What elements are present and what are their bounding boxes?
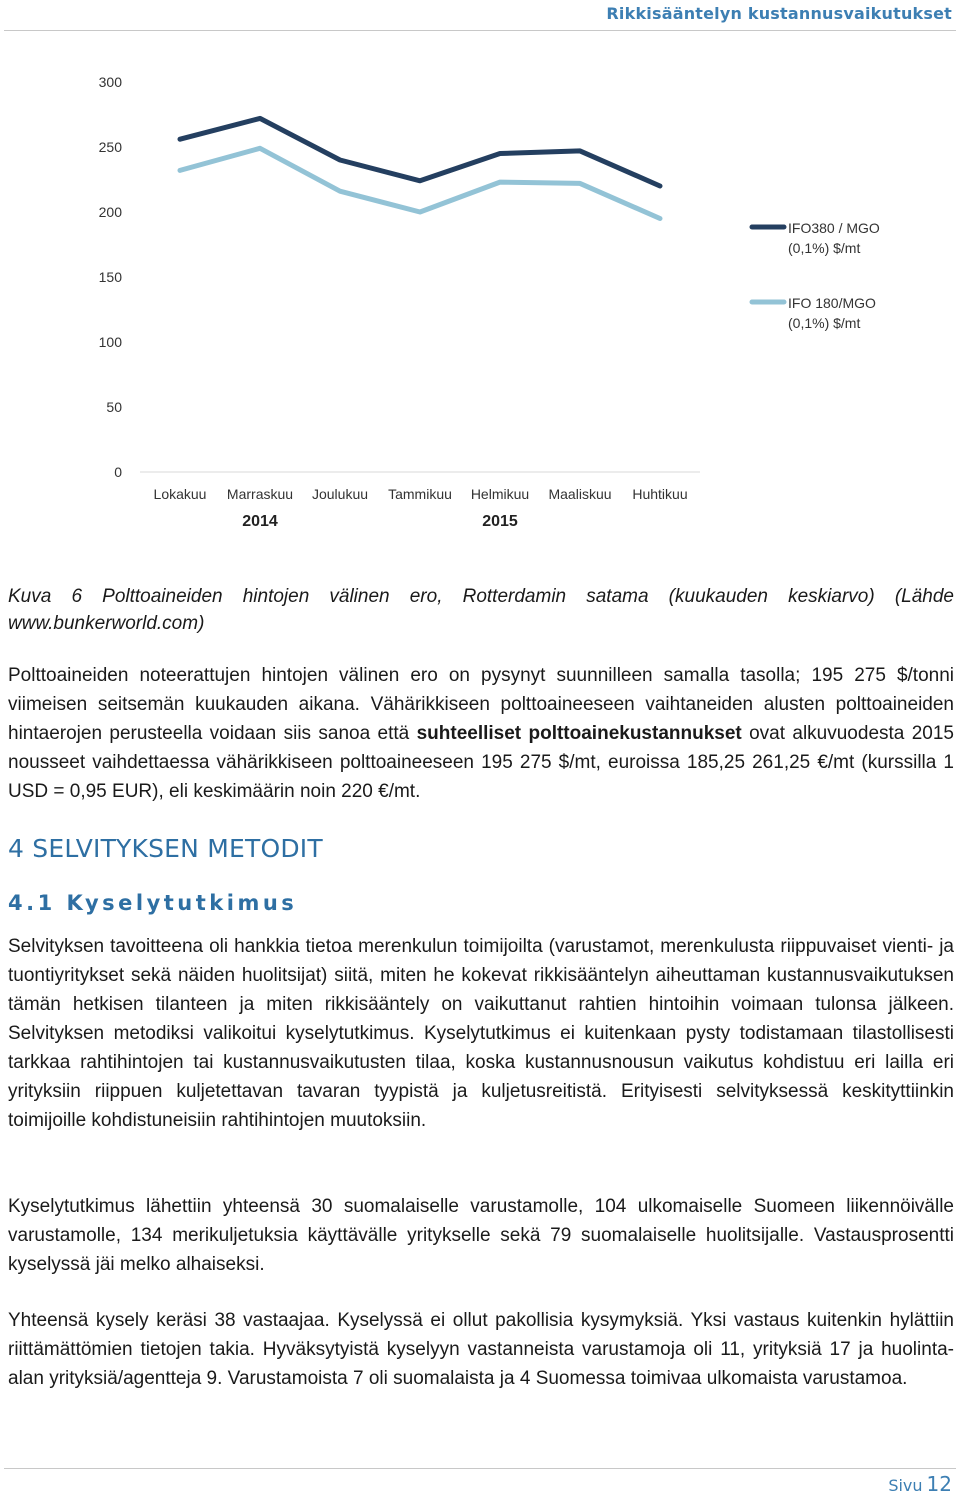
paragraph-survey-recipients: Kyselytutkimus lähettiin yhteensä 30 suomalaiselle varustamolle, 104 ulkomaiselle Suomeen liikennöivälle varustamolle, 134 merikuljetuksia käyttävälle yritykselle sekä 79 suomalaiselle huolitsijalle. Vastausprosentti kyselyssä jäi melko alhaiseksi.: [8, 1196, 954, 1275]
legend-label: (0,1%) $/mt: [788, 240, 861, 256]
year-label: 2014: [242, 513, 278, 530]
section-heading: 4 SELVITYKSEN METODIT: [8, 834, 323, 863]
x-tick-label: Helmikuu: [470, 486, 530, 502]
legend-label: (0,1%) $/mt: [788, 315, 861, 331]
paragraph-text: ovat alkuvuodesta 2015 nousseet vaihdettaessa vähärikkiseen polttoaineeseen 195 275 $/mt, euroissa 185,25 261,25 €/mt (kurssilla 1 USD = 0,95 EUR), eli keskimäärin noin 220 €/mt.: [8, 723, 954, 802]
emphasis-relative-fuel-costs: suhteelliset polttoainekustannukset: [416, 723, 742, 744]
y-tick-label: 50: [106, 399, 122, 415]
x-tick-label: Tammikuu: [388, 486, 452, 502]
x-tick-label: Huhtikuu: [632, 486, 688, 502]
legend-label: IFO380 / MGO: [788, 220, 880, 236]
y-tick-label: 200: [98, 204, 122, 220]
x-tick-label: Marraskuu: [226, 486, 294, 502]
paragraph-survey-responses: Yhteensä kysely keräsi 38 vastaajaa. Kyselyssä ei ollut pakollisia kysymyksiä. Yksi vastaus kuitenkin hylättiin riittämättömien tietojen takia. Hyväksytyistä kyselyyn vastanneista varustamoja oli 11, yrityksiä 17 ja huolinta-alan yrityksiä/agentteja 9. Varustamoista 7 oli suomalaista ja 4 Suomessa toimivaa ulkomaista varustamoa.: [8, 1310, 954, 1389]
paragraph-text: Polttoaineiden noteerattujen hintojen välinen ero on pysynyt suunnilleen samalla tasolla; 195 275 $/tonni viimeisen seitsemän kuukauden aikana. Vähärikkiseen polttoaineeseen vaihtaneiden alusten polttoaineiden hintaerojen perusteella voidaan siis sanoa että: [8, 665, 954, 744]
x-tick-label: Lokakuu: [153, 486, 207, 502]
footer-divider: [4, 1468, 956, 1469]
figure-caption: Kuva 6 Polttoaineiden hintojen välinen ero, Rotterdamin satama (kuukauden keskiarvo) (Lähde www.bunkerworld.com): [8, 586, 954, 634]
price-difference-line-chart: [0, 60, 960, 540]
page-footer: [888, 1472, 952, 1496]
header-divider: [4, 30, 956, 31]
legend-label: IFO 180/MGO: [788, 295, 876, 311]
y-tick-label: 150: [98, 269, 122, 285]
page-label: Sivu: [888, 1476, 923, 1495]
running-header: Rikkisääntelyn kustannusvaikutukset: [606, 4, 952, 23]
series-line-2: [180, 148, 660, 218]
year-label: 2015: [482, 513, 518, 530]
x-tick-label: Maaliskuu: [548, 486, 612, 502]
x-tick-label: Joulukuu: [311, 486, 369, 502]
y-tick-label: 300: [98, 74, 122, 90]
y-tick-label: 100: [98, 334, 122, 350]
page-number: 12: [926, 1472, 952, 1496]
y-tick-label: 0: [114, 464, 122, 480]
y-tick-label: 250: [98, 139, 122, 155]
paragraph-price-difference: [8, 661, 954, 806]
paragraph-survey-goal: Selvityksen tavoitteena oli hankkia tietoa merenkulun toimijoilta (varustamot, merenkulusta riippuvaiset vienti- ja tuontiyritykset sekä näiden huolitsijat) siitä, miten he kokevat rikkisääntelyn aiheuttaman kustannusvaikutuksen tämän hetkisen tilanteen ja miten rikkisääntely on vaikuttanut rahtien hintoihin voimaan tulonsa jälkeen. Selvityksen metodiksi valikoitui kyselytutkimus. Kyselytutkimus ei kuitenkaan pysty todistamaan tilastollisesti tarkkaa rahtihintojen tai kustannusvaikutusten tilaa, koska kustannusnousun vaikutus kohdistuu eri lailla eri yrityksiin riippuen kuljetettavan tavaran tyypistä ja kuljetusreitistä. Erityisesti selvityksessä keskityttiinkin toimijoille kohdistuneisiin rahtihintojen muutoksiin.: [8, 936, 954, 1131]
subsection-heading: 4.1 Kyselytutkimus: [8, 891, 298, 915]
